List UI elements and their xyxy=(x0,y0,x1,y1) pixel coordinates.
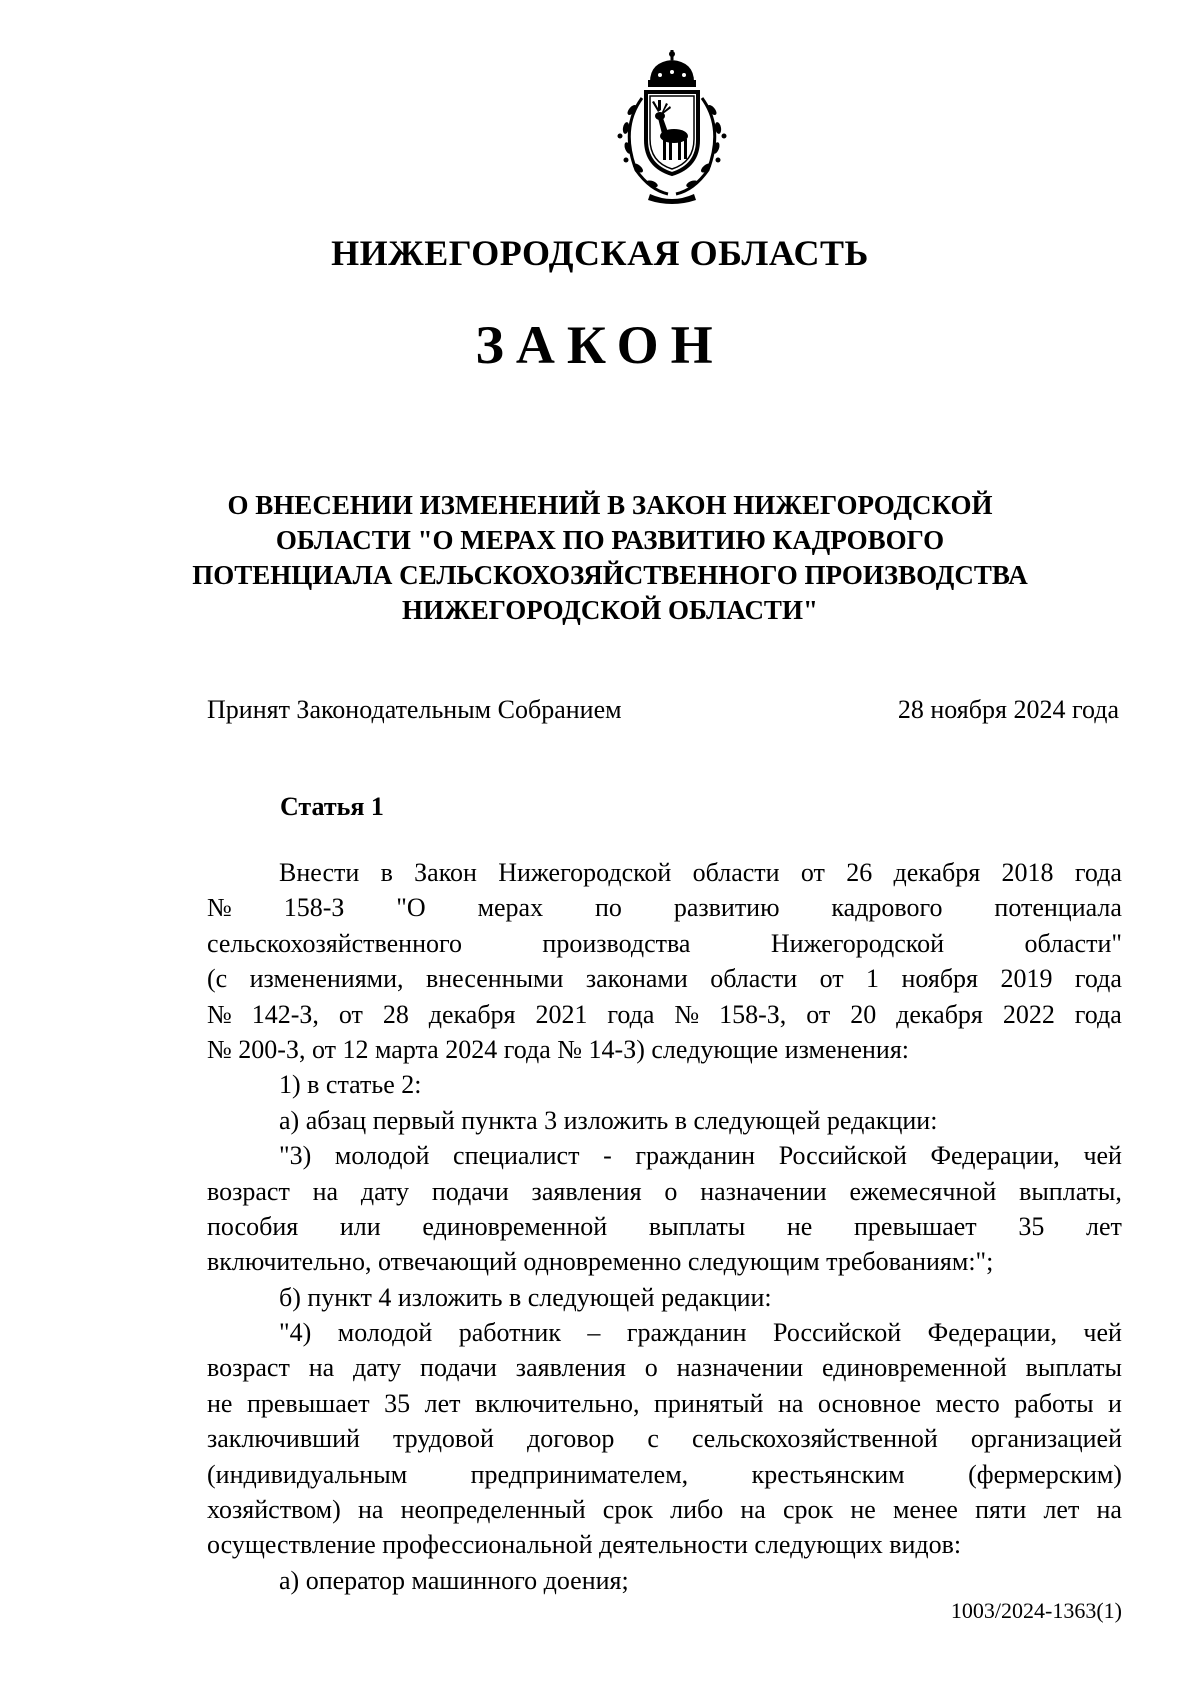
word: № xyxy=(207,999,232,1029)
document-type: ЗАКОН xyxy=(475,315,725,375)
word: либо xyxy=(670,1495,724,1525)
body-line xyxy=(207,997,1122,1032)
word: назначении xyxy=(700,1176,827,1206)
word: от xyxy=(338,999,363,1029)
word: с xyxy=(647,1424,659,1454)
word: дату xyxy=(360,1176,410,1206)
word: или xyxy=(339,1211,381,1241)
word: выплаты xyxy=(648,1211,746,1241)
body-line: осуществление профессиональной деятельности следующих видов: xyxy=(207,1530,962,1560)
word: "4) xyxy=(279,1318,312,1348)
word: 158-З xyxy=(283,893,345,923)
word: договор xyxy=(526,1424,615,1454)
body-line xyxy=(207,890,1122,925)
word: "3) xyxy=(279,1141,312,1171)
word: предпринимателем, xyxy=(470,1459,689,1489)
word: на xyxy=(777,1388,804,1418)
word: и xyxy=(1108,1388,1122,1418)
word: законами xyxy=(585,964,688,994)
word: заявления xyxy=(515,1353,626,1383)
word: потенциала xyxy=(994,893,1122,923)
word: срок xyxy=(602,1495,653,1525)
word: Федерации, xyxy=(927,1318,1057,1348)
word: лет xyxy=(1043,1495,1080,1525)
word: лет xyxy=(1086,1211,1122,1241)
word: развитию xyxy=(673,893,780,923)
word: крестьянским xyxy=(751,1459,905,1489)
word: место xyxy=(935,1388,1000,1418)
word: возраст xyxy=(207,1353,290,1383)
word: основное xyxy=(817,1388,922,1418)
word: ежемесячной xyxy=(849,1176,997,1206)
body-line xyxy=(207,1138,1122,1173)
word: Нижегородской xyxy=(498,858,672,887)
word: не xyxy=(786,1211,813,1241)
word: чей xyxy=(1083,1141,1122,1171)
word: внесенными xyxy=(425,964,564,994)
word: включительно, xyxy=(475,1388,640,1418)
word: года xyxy=(1074,964,1122,994)
word: № xyxy=(674,999,700,1029)
word: производства xyxy=(542,928,691,958)
word: 26 xyxy=(846,858,873,887)
adoption-date: 28 ноября 2024 года xyxy=(897,695,1119,724)
word: ноября xyxy=(901,964,979,994)
body-line xyxy=(207,855,1122,890)
word: не xyxy=(850,1495,876,1525)
word: о xyxy=(644,1353,658,1383)
word: единовременной xyxy=(821,1353,1007,1383)
title-line: НИЖЕГОРОДСКОЙ ОБЛАСТИ" xyxy=(402,595,818,625)
word: на xyxy=(312,1176,339,1206)
word: Российской xyxy=(773,1318,902,1348)
word: № xyxy=(207,893,232,923)
word: Закон xyxy=(414,858,477,887)
word: назначении xyxy=(676,1353,804,1383)
article-heading: Статья 1 xyxy=(280,792,384,821)
body-line: включительно, отвечающий одновременно следующим требованиям:"; xyxy=(207,1247,994,1277)
word: возраст xyxy=(207,1176,290,1206)
word: превышает xyxy=(854,1211,977,1241)
word: области" xyxy=(1024,928,1122,958)
word: неопределенный xyxy=(400,1495,586,1525)
body-line xyxy=(207,1386,1122,1421)
word: менее xyxy=(892,1495,958,1525)
body-line xyxy=(207,1174,1122,1209)
word: на xyxy=(1096,1495,1122,1525)
title-line: О ВНЕСЕНИИ ИЗМЕНЕНИЙ В ЗАКОН НИЖЕГОРОДСКОЙ xyxy=(227,490,993,520)
word: в xyxy=(380,858,393,887)
word: пособия xyxy=(207,1211,299,1241)
word: 158-З, xyxy=(719,999,787,1029)
word: по xyxy=(595,893,622,923)
word: молодой xyxy=(337,1318,433,1348)
word: Внести xyxy=(279,858,360,887)
word: подачи xyxy=(431,1176,509,1206)
word: 35 xyxy=(1018,1211,1045,1241)
word: от xyxy=(806,999,831,1029)
word: года xyxy=(1074,999,1122,1029)
word: (индивидуальным xyxy=(207,1459,408,1489)
word: срок xyxy=(783,1495,834,1525)
word: Российской xyxy=(778,1141,907,1171)
word: гражданин xyxy=(626,1318,747,1348)
body-line: а) абзац первый пункта 3 изложить в следующей редакции: xyxy=(279,1105,938,1135)
word: – xyxy=(587,1318,601,1348)
word: выплаты xyxy=(1025,1353,1122,1383)
body-line xyxy=(207,1350,1122,1385)
word: области xyxy=(710,964,798,994)
coat-of-arms-icon xyxy=(606,48,738,206)
title-line: ОБЛАСТИ "О МЕРАХ ПО РАЗВИТИЮ КАДРОВОГО xyxy=(275,525,945,555)
word: выплаты, xyxy=(1019,1176,1122,1206)
word: 2019 xyxy=(1000,964,1053,994)
word: декабря xyxy=(896,999,983,1029)
word: на xyxy=(357,1495,384,1525)
word: (с xyxy=(207,964,228,994)
word: работник xyxy=(458,1318,561,1348)
word: лет xyxy=(424,1388,461,1418)
word: декабря xyxy=(893,858,981,887)
word: заключивший xyxy=(207,1424,360,1454)
title-line: ПОТЕНЦИАЛА СЕЛЬСКОХОЗЯЙСТВЕННОГО ПРОИЗВОДСТВА xyxy=(192,560,1028,590)
word: декабря xyxy=(428,999,516,1029)
word: гражданин xyxy=(635,1141,756,1171)
word: не xyxy=(207,1388,233,1418)
word: года xyxy=(607,999,655,1029)
word: превышает xyxy=(246,1388,370,1418)
word: о xyxy=(664,1176,678,1206)
body-line xyxy=(207,1421,1122,1456)
word: от xyxy=(819,964,844,994)
word: работы xyxy=(1014,1388,1094,1418)
body-line xyxy=(207,961,1122,996)
word: пяти xyxy=(975,1495,1027,1525)
word: на xyxy=(740,1495,766,1525)
word: года xyxy=(1074,858,1122,887)
word: 2018 xyxy=(1001,858,1054,887)
word: принятый xyxy=(654,1388,764,1418)
word: 28 xyxy=(382,999,409,1029)
word: 2021 xyxy=(535,999,588,1029)
word: от xyxy=(800,858,825,887)
word: специалист xyxy=(453,1141,580,1171)
word: молодой xyxy=(334,1141,430,1171)
word: мерах xyxy=(477,893,544,923)
word: - xyxy=(603,1141,612,1171)
word: области xyxy=(692,858,780,887)
word: 20 xyxy=(850,999,877,1029)
word: Нижегородской xyxy=(770,928,945,958)
body-line xyxy=(207,1492,1122,1527)
word: хозяйством) xyxy=(207,1495,341,1525)
word: на xyxy=(308,1353,335,1383)
body-line: 1) в статье 2: xyxy=(279,1070,422,1100)
region-name: НИЖЕГОРОДСКАЯ ОБЛАСТЬ xyxy=(331,233,869,273)
word: сельскохозяйственного xyxy=(207,928,462,958)
body-line xyxy=(207,926,1122,961)
word: заявления xyxy=(531,1176,642,1206)
word: чей xyxy=(1083,1318,1122,1348)
word: изменениями, xyxy=(249,964,404,994)
word: Федерации, xyxy=(930,1141,1060,1171)
body-line: № 200-З, от 12 марта 2024 года № 14-З) следующие изменения: xyxy=(207,1034,909,1064)
word: трудовой xyxy=(393,1424,494,1454)
body-line xyxy=(207,1209,1122,1244)
body-line: а) оператор машинного доения; xyxy=(279,1565,629,1595)
word: кадрового xyxy=(831,893,943,923)
body-line xyxy=(207,1457,1122,1492)
word: единовременной xyxy=(422,1211,608,1241)
word: подачи xyxy=(420,1353,497,1383)
adoption-line xyxy=(207,694,1119,726)
word: 1 xyxy=(866,964,880,994)
word: 142-З, xyxy=(251,999,319,1029)
body-line xyxy=(207,1315,1122,1350)
adopted-by: Принят Законодательным Собранием xyxy=(207,695,622,724)
word: 2022 xyxy=(1002,999,1055,1029)
law-title xyxy=(180,488,1040,628)
word: (фермерским) xyxy=(968,1459,1122,1489)
document-number: 1003/2024-1363(1) xyxy=(950,1598,1122,1623)
word: 35 xyxy=(384,1388,411,1418)
word: "О xyxy=(396,893,426,923)
body-line: б) пункт 4 изложить в следующей редакции: xyxy=(279,1282,772,1312)
word: организацией xyxy=(970,1424,1122,1454)
word: дату xyxy=(353,1353,402,1383)
word: сельскохозяйственной xyxy=(691,1424,938,1454)
article-body xyxy=(207,855,1122,1598)
